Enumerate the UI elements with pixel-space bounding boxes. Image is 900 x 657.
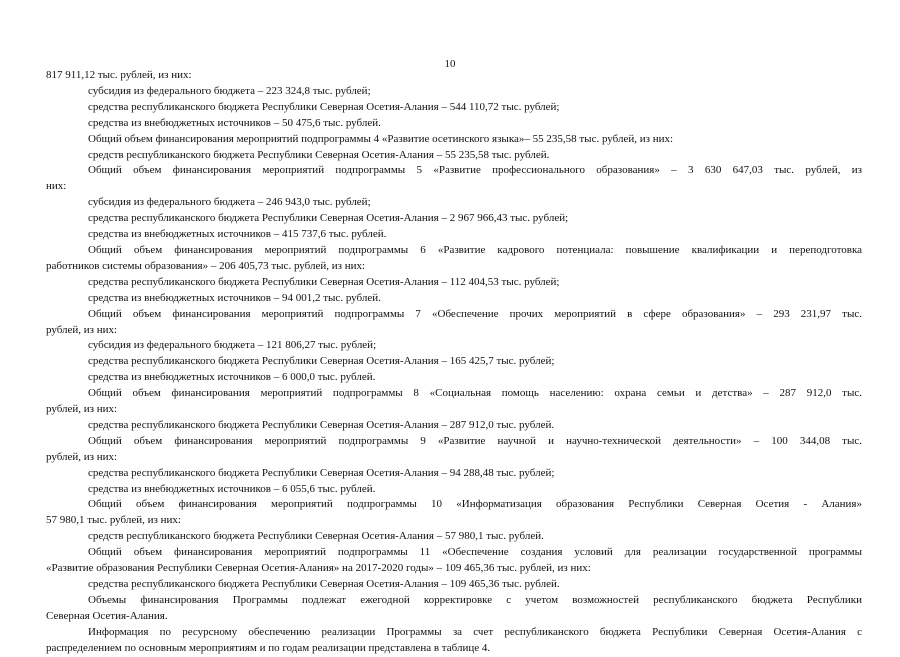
text-line: средства республиканского бюджета Республики Северная Осетия-Алания – 165 425,7 тыс. рублей; [88, 355, 555, 368]
text-line: средства республиканского бюджета Республики Северная Осетия-Алания – 287 912,0 тыс. рублей. [88, 418, 555, 431]
page-number: 10 [444, 58, 456, 70]
text-line: средств республиканского бюджета Республики Северная Осетия-Алания – 57 980,1 тыс. рублей. [88, 530, 544, 543]
paragraph-line: Общий объем финансирования мероприятий подпрограммы 8 «Социальная помощь населению: охрана семьи и детства» – 287 912,0 тыс. [88, 387, 862, 400]
text-line: средства республиканского бюджета Республики Северная Осетия-Алания – 94 288,48 тыс. рублей; [88, 466, 555, 479]
text-line: средства из внебюджетных источников – 415 737,6 тыс. рублей. [88, 228, 387, 241]
text-line: них: [46, 180, 67, 193]
paragraph-line: Общий объем финансирования мероприятий подпрограммы 6 «Развитие кадрового потенциала: повышение квалификации и переподготовка [88, 243, 862, 256]
text-line: рублей, из них: [46, 323, 118, 336]
text-line: «Развитие образования Республики Северная Осетия-Алания» на 2017-2020 годы» – 109 465,36 тыс. рублей, из них: [46, 562, 591, 575]
text-line: субсидия из федерального бюджета – 246 943,0 тыс. рублей; [88, 196, 371, 209]
paragraph-line: Общий объем финансирования мероприятий подпрограммы 11 «Обеспечение создания условий для реализации государственной программы [88, 546, 862, 559]
paragraph-line: Общий объем финансирования мероприятий подпрограммы 9 «Развитие научной и научно-технической деятельности» – 100 344,08 тыс. [88, 434, 862, 447]
text-line: субсидия из федерального бюджета – 121 806,27 тыс. рублей; [88, 339, 377, 352]
text-line: 57 980,1 тыс. рублей, из них: [46, 514, 181, 527]
text-line: средства республиканского бюджета Республики Северная Осетия-Алания – 112 404,53 тыс. рублей; [88, 275, 560, 288]
text-line: средства республиканского бюджета Республики Северная Осетия-Алания – 109 465,36 тыс. рублей. [88, 578, 560, 590]
text-line: распределением по основным мероприятиям и по годам реализации представлена в таблице 4. [46, 641, 491, 654]
paragraph-line: Информация по ресурсному обеспечению реализации Программы за счет республиканского бюджета Республики Северная Осетия-Алания с [88, 625, 862, 638]
text-line: субсидия из федерального бюджета – 223 324,8 тыс. рублей; [88, 84, 371, 97]
paragraph-line: Общий объем финансирования мероприятий подпрограммы 5 «Развитие профессионального образования» – 3 630 647,03 тыс. рублей, из [88, 164, 862, 177]
text-line: средства республиканского бюджета Республики Северная Осетия-Алания – 544 110,72 тыс. рублей; [88, 100, 560, 113]
paragraph-line: Общий объем финансирования мероприятий подпрограммы 4 «Развитие осетинского языка»– 55 235,58 тыс. рублей, из них: [88, 132, 674, 145]
text-line: работников системы образования» – 206 405,73 тыс. рублей, из них: [46, 259, 366, 272]
text-line: средства из внебюджетных источников – 6 055,6 тыс. рублей. [88, 482, 376, 495]
text-line: средств республиканского бюджета Республики Северная Осетия-Алания – 55 235,58 тыс. рублей. [88, 148, 550, 161]
text-line: средства из внебюджетных источников – 6 000,0 тыс. рублей. [88, 371, 376, 384]
paragraph-line: Объемы финансирования Программы подлежат ежегодной корректировке с учетом возможностей республиканского бюджета Республики [88, 593, 862, 606]
paragraph-line: Общий объем финансирования мероприятий подпрограммы 7 «Обеспечение прочих мероприятий в сфере образования» – 293 231,97 тыс. [88, 307, 862, 320]
text-line: рублей, из них: [46, 403, 118, 416]
text-line: 817 911,12 тыс. рублей, из них: [46, 69, 192, 81]
text-line: средства из внебюджетных источников – 50 475,6 тыс. рублей. [88, 116, 381, 129]
text-line: рублей, из них: [46, 450, 118, 463]
text-line: средства республиканского бюджета Республики Северная Осетия-Алания – 2 967 966,43 тыс. рублей; [88, 212, 569, 225]
paragraph-line: Общий объем финансирования мероприятий подпрограммы 10 «Информатизация образования Республики Северная Осетия - Алания» [88, 498, 862, 511]
text-line: Северная Осетия-Алания. [46, 609, 168, 622]
document-body [46, 68, 862, 657]
text-line: средства из внебюджетных источников – 94 001,2 тыс. рублей. [88, 291, 381, 304]
